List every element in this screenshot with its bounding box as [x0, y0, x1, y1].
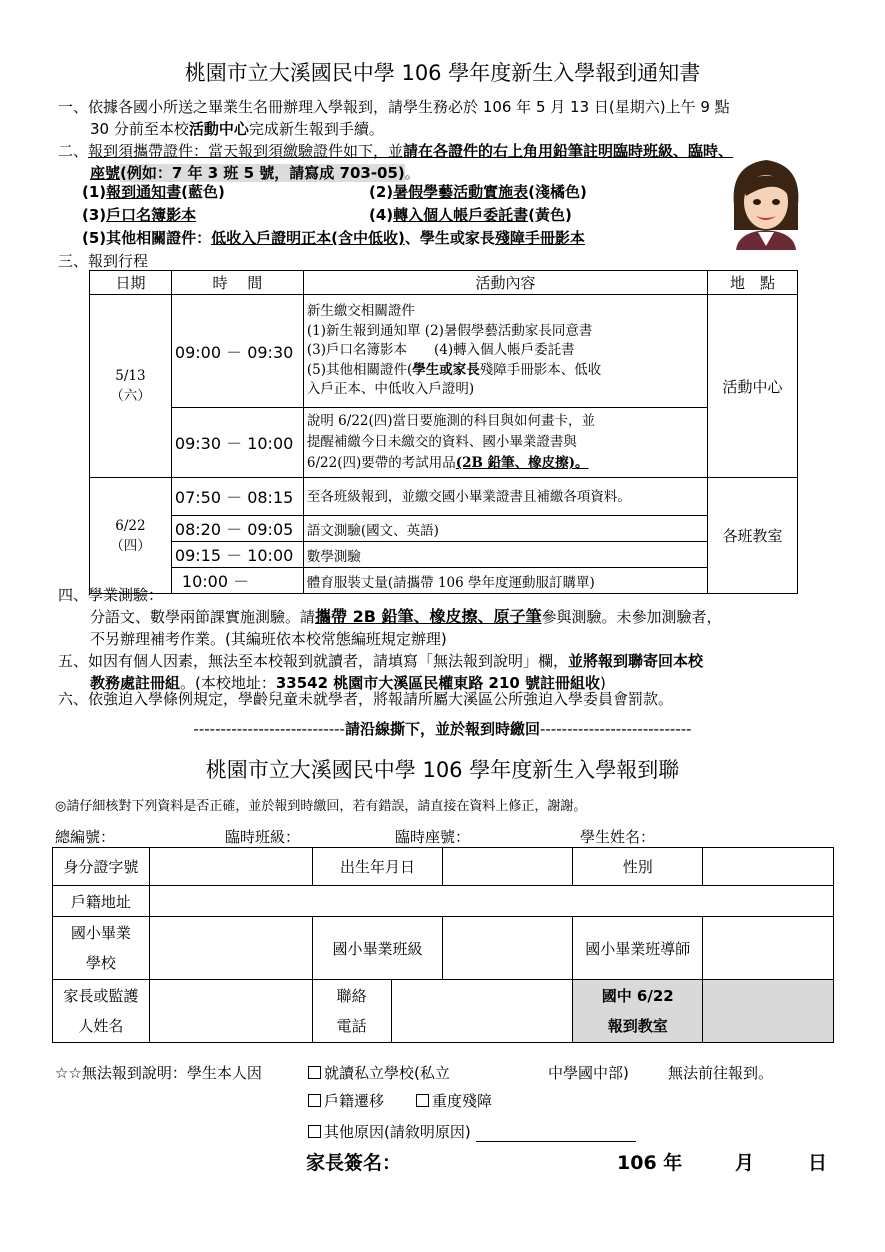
option-disability[interactable]: 重度殘障 — [416, 1090, 492, 1111]
table-row — [90, 542, 798, 568]
schedule-header-row — [90, 271, 798, 295]
signature-day: 日 — [808, 1152, 828, 1174]
section-6: 六、依強迫入學條例規定，學齡兒童未就學者，將報請所屬大溪區公所強迫入學委員會罰款。 — [58, 690, 674, 708]
absence-label: ☆☆無法報到說明：學生本人因 — [55, 1064, 262, 1082]
document-list: (1)報到通知書(藍色) (2)暑假學藝活動實施表(淺橘色) (3)戶口名簿影本 (4)轉入個人帳戶委託書(黃色) (5)其他相關證件：低收入戶證明正本(含中低收)、學生或家長殘障手冊影本 — [82, 183, 587, 247]
activity-cell: 說明 6/22(四)當日要施測的科目與如何畫卡，並 提醒補繳今日未繳交的資料、國小畢業證書與 6/22(四)要帶的考試用品(2B 鉛筆、橡皮擦)。 — [303, 408, 707, 478]
label-birthdate: 出生年月日 — [312, 848, 443, 886]
registration-form — [52, 847, 834, 1043]
report-room-value — [703, 980, 834, 1043]
input-grad-class[interactable] — [443, 917, 573, 980]
field-temp-seat: 臨時座號： — [395, 828, 471, 846]
location-cell: 各班教室 — [708, 478, 798, 594]
label-grad-teacher: 國小畢業班導師 — [573, 917, 703, 980]
page-title: 桃園市立大溪國民中學 106 學年度新生入學報到通知書 — [184, 61, 701, 85]
signature-month: 月 — [735, 1152, 755, 1174]
field-student-name: 學生姓名： — [580, 828, 656, 846]
input-grad-teacher[interactable] — [703, 917, 834, 980]
activity-cell: 體育服裝丈量(請攜帶 106 學年度運動服訂購單) — [303, 568, 707, 594]
checkbox-icon[interactable] — [308, 1066, 321, 1079]
form-note: ◎請仔細核對下列資料是否正確，並於報到時繳回，若有錯誤，請直接在資料上修正，謝謝。 — [55, 799, 587, 814]
time-cell: 09:30 － 10:00 — [171, 408, 303, 478]
checkbox-icon[interactable] — [416, 1094, 429, 1107]
date-cell: 5/13 （六） — [90, 295, 172, 478]
input-phone[interactable] — [391, 980, 573, 1043]
label-id-number: 身分證字號 — [53, 848, 150, 886]
activity-cell: 至各班級報到，並繳交國小畢業證書且補繳各項資料。 — [303, 478, 707, 516]
table-row — [90, 516, 798, 542]
header-activity: 活動內容 — [303, 271, 707, 295]
header-time: 時 間 — [171, 271, 303, 295]
time-cell: 10:00 － — [171, 568, 303, 594]
private-school-suffix: 中學國中部) — [548, 1064, 629, 1082]
input-address[interactable] — [149, 886, 833, 917]
label-parent-name: 家長或監護 人姓名 — [53, 980, 150, 1043]
section-2: 二、報到須攜帶證件：當天報到須繳驗證件如下，並請在各證件的右上角用鉛筆註明臨時班級、臨時、 座號(例如：7 年 3 班 5 號，請寫成 703-05)。 — [58, 142, 734, 182]
input-parent-name[interactable] — [149, 980, 312, 1043]
location-cell: 活動中心 — [708, 295, 798, 478]
header-location: 地 點 — [708, 271, 798, 295]
input-birthdate[interactable] — [443, 848, 573, 886]
section-5: 五、如因有個人因素，無法至本校報到就讀者，請填寫「無法報到說明」欄，並將報到聯寄回本校 教務處註冊組。(本校地址：33542 桃園市大溪區民權東路 210 號註冊組收) — [58, 652, 704, 692]
checkbox-icon[interactable] — [308, 1125, 321, 1138]
time-cell: 07:50 － 08:15 — [171, 478, 303, 516]
option-other-reason[interactable]: 其他原因(請敘明原因) — [308, 1121, 636, 1142]
input-id-number[interactable] — [149, 848, 312, 886]
cut-line: ----------------------------請沿線撕下，並於報到時繳回---------------------------- — [193, 720, 692, 738]
parent-signature-label: 家長簽名： — [306, 1152, 402, 1174]
field-serial: 總編號： — [55, 828, 116, 846]
option-household-move[interactable]: 戶籍遷移 — [308, 1090, 384, 1111]
time-cell: 09:00 － 09:30 — [171, 295, 303, 408]
other-reason-line[interactable] — [476, 1127, 636, 1142]
schedule-table — [89, 270, 798, 594]
input-gender[interactable] — [703, 848, 834, 886]
header-date: 日期 — [90, 271, 172, 295]
table-row — [90, 295, 798, 408]
label-report-room: 國中 6/22 報到教室 — [573, 980, 703, 1043]
date-cell: 6/22 （四） — [90, 478, 172, 594]
avatar-illustration — [726, 150, 806, 250]
time-cell: 08:20 － 09:05 — [171, 516, 303, 542]
label-gender: 性別 — [573, 848, 703, 886]
option-private-school[interactable]: 就讀私立學校(私立 — [308, 1062, 450, 1083]
section-4: 四、學業測驗： 分語文、數學兩節課實施測驗。請攜帶 2B 鉛筆、橡皮擦、原子筆參與測驗。未參加測驗者， 不另辦理補考作業。(其編班依本校常態編班規定辦理) — [58, 586, 722, 648]
activity-cell: 語文測驗(國文、英語) — [303, 516, 707, 542]
label-grad-class: 國小畢業班級 — [312, 917, 443, 980]
activity-cell: 新生繳交相關證件 (1)新生報到通知單 (2)暑假學藝活動家長同意書 (3)戶口名簿影本 (4)轉入個人帳戶委託書 (5)其他相關證件(學生或家長殘障手冊影本、低收 入戶正本、中低收入戶證明) — [303, 295, 707, 408]
checkbox-icon[interactable] — [308, 1094, 321, 1107]
section-3: 三、報到行程 — [58, 252, 149, 270]
input-elementary-school[interactable] — [149, 917, 312, 980]
table-row — [90, 408, 798, 478]
signature-year: 106 年 — [617, 1152, 683, 1174]
time-cell: 09:15 － 10:00 — [171, 542, 303, 568]
table-row — [90, 478, 798, 516]
form-title: 桃園市立大溪國民中學 106 學年度新生入學報到聯 — [205, 758, 680, 782]
section-1: 一、依據各國小所送之畢業生名冊辦理入學報到，請學生務必於 106 年 5 月 13 日(星期六)上午 9 點 30 分前至本校活動中心完成新生報到手續。 — [58, 98, 730, 138]
field-temp-class: 臨時班級： — [225, 828, 301, 846]
activity-cell: 數學測驗 — [303, 542, 707, 568]
label-elementary-school: 國小畢業 學校 — [53, 917, 150, 980]
label-phone: 聯絡 電話 — [312, 980, 391, 1043]
cannot-attend-text: 無法前往報到。 — [668, 1064, 774, 1082]
label-address: 戶籍地址 — [53, 886, 150, 917]
